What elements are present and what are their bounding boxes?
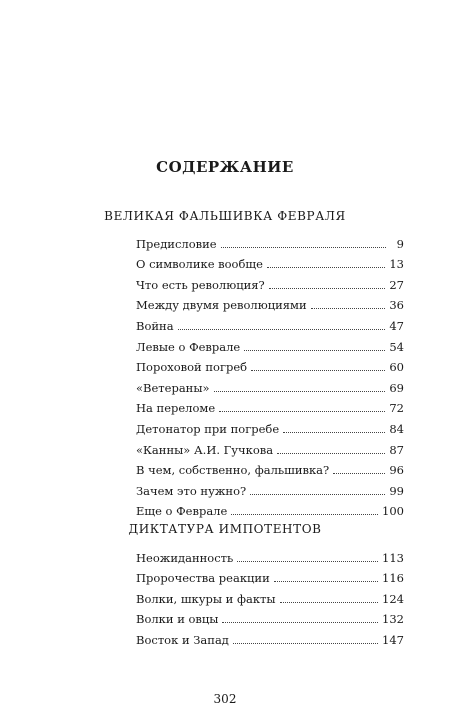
toc-entry[interactable] bbox=[136, 312, 404, 333]
toc-entry-title: Зачем это нужно? bbox=[136, 483, 247, 498]
toc-entry-title: Между двумя революциями bbox=[136, 298, 307, 313]
toc-entry[interactable] bbox=[136, 626, 404, 647]
page-number: 302 bbox=[213, 692, 237, 706]
page-title: СОДЕРЖАНИЕ bbox=[156, 158, 294, 176]
toc-entry[interactable] bbox=[136, 333, 404, 354]
toc-entry-page: 124 bbox=[382, 591, 404, 606]
toc-entry[interactable] bbox=[136, 498, 404, 519]
toc-entry-title: Неожиданность bbox=[136, 550, 234, 565]
toc-entry[interactable] bbox=[136, 585, 404, 606]
toc-entry-page: 87 bbox=[389, 442, 404, 457]
toc-entry-page: 36 bbox=[389, 298, 404, 313]
toc-entry-page: 47 bbox=[389, 318, 404, 333]
toc-entry-title: В чем, собственно, фальшивка? bbox=[136, 463, 330, 478]
toc-entry-title: «Ветераны» bbox=[136, 380, 210, 395]
toc-entry-title: Левые о Феврале bbox=[136, 339, 241, 354]
toc-section-2 bbox=[136, 544, 404, 647]
dot-leader bbox=[280, 602, 379, 603]
dot-leader bbox=[269, 288, 386, 289]
toc-entry-title: Предисловие bbox=[136, 236, 217, 251]
toc-entry-page: 84 bbox=[389, 421, 404, 436]
section-title-dictatorship: ДИКТАТУРА ИМПОТЕНТОВ bbox=[128, 522, 322, 536]
toc-entry-page: 9 bbox=[396, 236, 404, 251]
toc-section-1 bbox=[136, 230, 404, 518]
dot-leader bbox=[244, 350, 385, 351]
toc-entry[interactable] bbox=[136, 395, 404, 416]
toc-entry-title: На переломе bbox=[136, 401, 216, 416]
toc-entry-title: Что есть революция? bbox=[136, 277, 265, 292]
toc-entry[interactable] bbox=[136, 436, 404, 457]
dot-leader bbox=[283, 432, 385, 433]
dot-leader bbox=[274, 581, 378, 582]
toc-entry-page: 60 bbox=[389, 360, 404, 375]
dot-leader bbox=[231, 514, 378, 515]
toc-entry[interactable] bbox=[136, 565, 404, 586]
dot-leader bbox=[214, 391, 386, 392]
toc-entry-page: 113 bbox=[382, 550, 404, 565]
toc-entry[interactable] bbox=[136, 292, 404, 313]
dot-leader bbox=[267, 267, 385, 268]
toc-entry-page: 132 bbox=[382, 612, 404, 627]
dot-leader bbox=[221, 247, 386, 248]
toc-entry-page: 69 bbox=[389, 380, 404, 395]
dot-leader bbox=[277, 453, 385, 454]
dot-leader bbox=[222, 622, 378, 623]
toc-entry[interactable] bbox=[136, 230, 404, 251]
toc-entry-page: 54 bbox=[389, 339, 404, 354]
toc-entry[interactable] bbox=[136, 544, 404, 565]
dot-leader bbox=[178, 329, 386, 330]
section-title-great-fake: ВЕЛИКАЯ ФАЛЬШИВКА ФЕВРАЛЯ bbox=[104, 209, 346, 223]
toc-entry-title: Еще о Феврале bbox=[136, 504, 228, 519]
toc-entry-title: Детонатор при погребе bbox=[136, 421, 280, 436]
toc-entry[interactable] bbox=[136, 271, 404, 292]
toc-entry[interactable] bbox=[136, 415, 404, 436]
toc-entry-title: О символике вообще bbox=[136, 257, 263, 272]
toc-entry[interactable] bbox=[136, 354, 404, 375]
toc-entry[interactable] bbox=[136, 606, 404, 627]
toc-entry-title: Волки и овцы bbox=[136, 612, 219, 627]
toc-entry-title: Волки, шкуры и факты bbox=[136, 591, 276, 606]
toc-entry[interactable] bbox=[136, 251, 404, 272]
toc-entry-title: Восток и Запад bbox=[136, 632, 229, 647]
toc-entry-page: 147 bbox=[382, 632, 404, 647]
toc-entry[interactable] bbox=[136, 374, 404, 395]
toc-entry-page: 99 bbox=[389, 483, 404, 498]
dot-leader bbox=[311, 308, 386, 309]
toc-entry-title: Война bbox=[136, 318, 174, 333]
dot-leader bbox=[250, 494, 385, 495]
toc-entry-page: 96 bbox=[389, 463, 404, 478]
dot-leader bbox=[233, 643, 378, 644]
toc-entry-page: 13 bbox=[389, 257, 404, 272]
toc-entry[interactable] bbox=[136, 457, 404, 478]
toc-entry-page: 72 bbox=[389, 401, 404, 416]
toc-entry-title: Пороховой погреб bbox=[136, 360, 248, 375]
toc-entry-title: Пророчества реакции bbox=[136, 571, 270, 586]
toc-entry[interactable] bbox=[136, 477, 404, 498]
toc-entry-page: 100 bbox=[382, 504, 404, 519]
dot-leader bbox=[333, 473, 385, 474]
toc-entry-page: 27 bbox=[389, 277, 404, 292]
dot-leader bbox=[219, 411, 385, 412]
toc-entry-title: «Канны» А.И. Гучкова bbox=[136, 442, 274, 457]
dot-leader bbox=[237, 561, 378, 562]
dot-leader bbox=[251, 370, 385, 371]
toc-entry-page: 116 bbox=[382, 571, 404, 586]
